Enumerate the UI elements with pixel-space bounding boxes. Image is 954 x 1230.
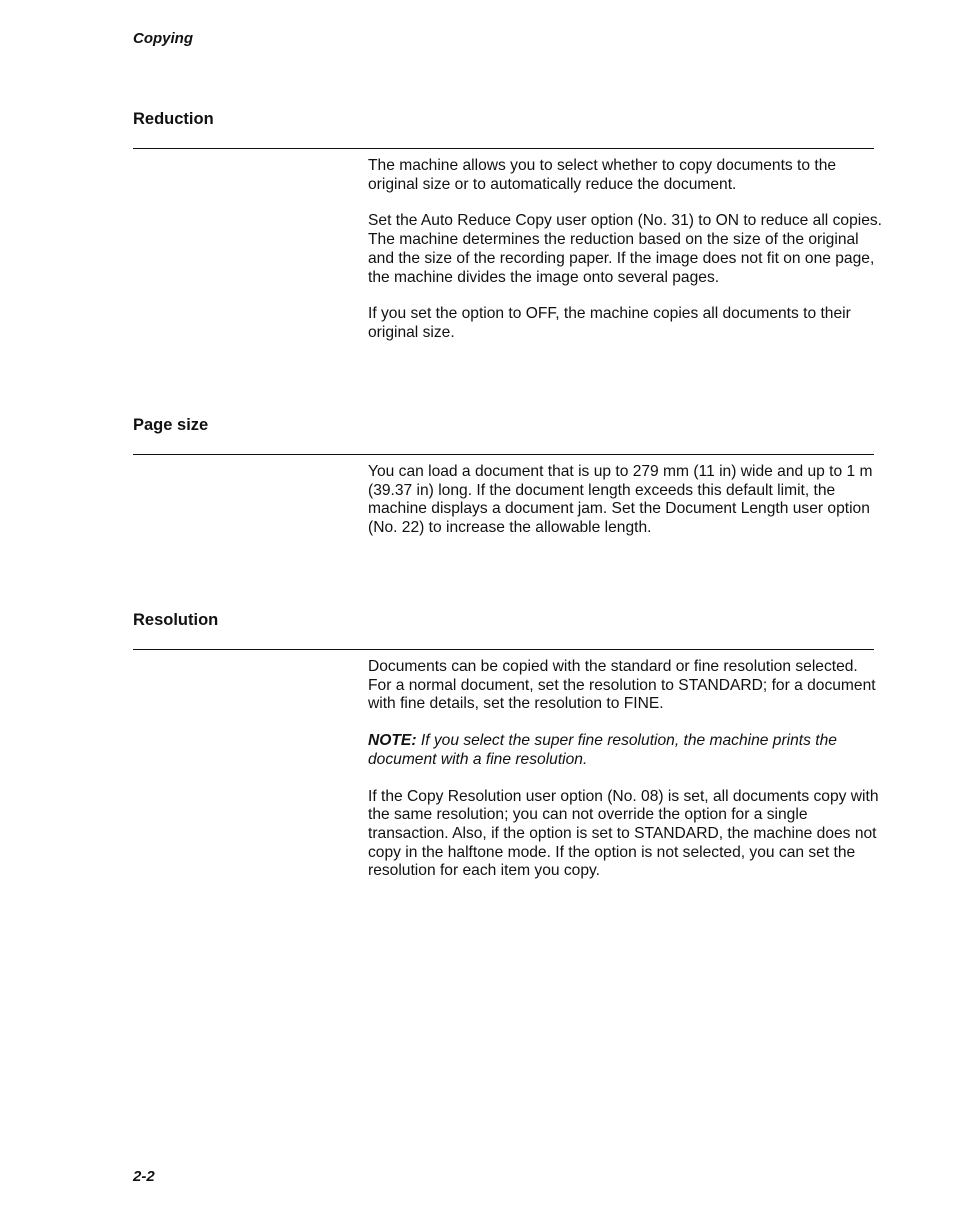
paragraph: If the Copy Resolution user option (No. 08) is set, all documents copy with the same resolution; you can not override the option for a single transaction. Also, if the option is set to STANDARD, the machine does not copy in the halftone mode. If the option is not selected, you can set the resolution for each item you copy. [368, 787, 879, 880]
running-header: Copying [133, 30, 193, 47]
note [368, 732, 884, 769]
paragraph: Set the Auto Reduce Copy user option (No. 31) to ON to reduce all copies. The machine determines the reduction based on the size of the original and the size of the recording paper. If the image does not fit on one page, the machine divides the image onto several pages. [368, 212, 883, 286]
page-number: 2-2 [133, 1168, 155, 1185]
section-divider [133, 454, 874, 455]
section-divider [133, 649, 874, 650]
paragraph: Documents can be copied with the standard or fine resolution selected. For a normal document, set the resolution to STANDARD; for a document with fine details, set the resolution to FINE. [368, 658, 876, 713]
section-body-reduction [368, 157, 884, 361]
section-heading-resolution: Resolution [133, 611, 219, 629]
note-label: NOTE: [368, 732, 417, 750]
section-heading-page-size: Page size [133, 416, 209, 434]
note-text: If you select the super fine resolution, the machine prints the document with a fine resolution. [368, 732, 837, 768]
section-divider [133, 148, 874, 149]
section-body-page-size [368, 463, 884, 556]
section-heading-reduction: Reduction [133, 110, 214, 128]
paragraph: You can load a document that is up to 279 mm (11 in) wide and up to 1 m (39.37 in) long. If the document length exceeds this default limit, the machine displays a document jam. Set the Document Length user option (No. 22) to increase the allowable length. [368, 463, 873, 537]
section-body-resolution [368, 658, 884, 899]
paragraph: The machine allows you to select whether to copy documents to the original size or to automatically reduce the document. [368, 157, 837, 193]
paragraph: If you set the option to OFF, the machine copies all documents to their original size. [368, 305, 851, 341]
